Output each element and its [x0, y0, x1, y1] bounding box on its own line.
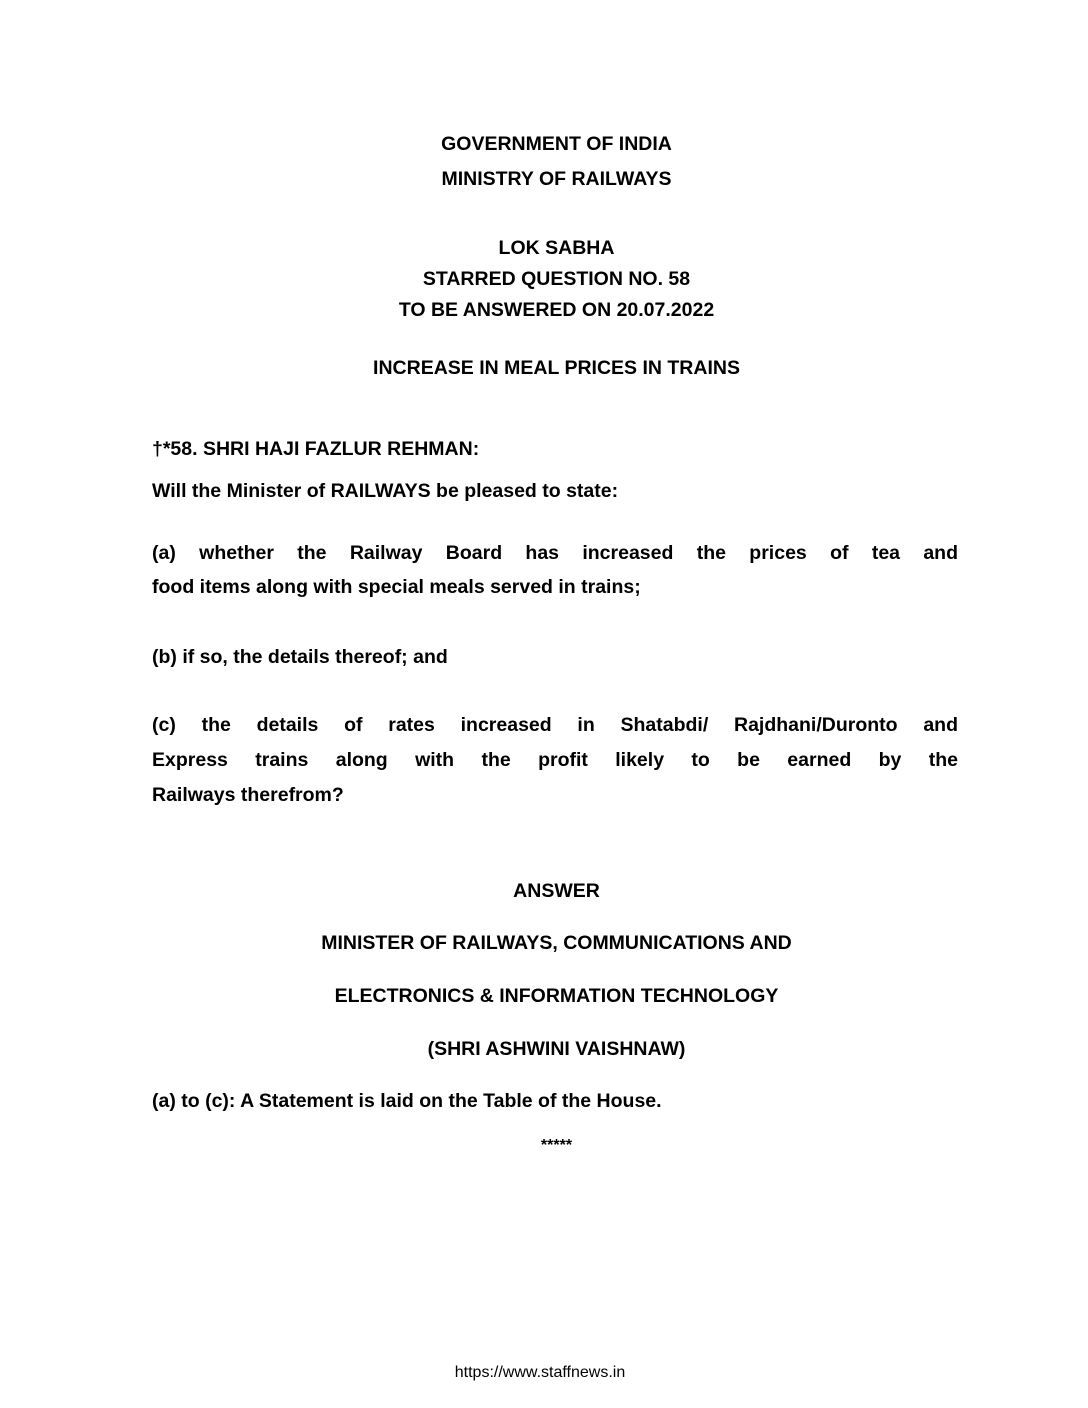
footer-url[interactable]: https://www.staffnews.in — [454, 1364, 626, 1381]
minister-title-line2: ELECTRONICS & INFORMATION TECHNOLOGY — [334, 985, 779, 1007]
ministry-heading: MINISTRY OF RAILWAYS — [441, 168, 672, 190]
question-b: (b) if so, the details thereof; and — [152, 646, 448, 668]
answer-date: TO BE ANSWERED ON 20.07.2022 — [398, 299, 715, 321]
question-number: STARRED QUESTION NO. 58 — [422, 268, 691, 290]
question-intro: Will the Minister of RAILWAYS be pleased to state: — [152, 480, 619, 502]
question-a-line2: food items along with special meals served in trains; — [152, 576, 641, 598]
end-mark: ***** — [540, 1137, 573, 1154]
question-asker: †*58. SHRI HAJI FAZLUR REHMAN: — [152, 438, 480, 460]
question-c-line3: Railways therefrom? — [152, 784, 344, 806]
question-c-line1: (c) the details of rates increased in Shatabdi/ Rajdhani/Duronto and — [152, 714, 958, 736]
answer-heading: ANSWER — [513, 880, 600, 902]
house-heading: LOK SABHA — [498, 237, 615, 259]
subject-title: INCREASE IN MEAL PRICES IN TRAINS — [373, 357, 740, 379]
minister-title-line1: MINISTER OF RAILWAYS, COMMUNICATIONS AND — [321, 932, 792, 954]
answer-text: (a) to (c): A Statement is laid on the Table of the House. — [152, 1090, 662, 1112]
question-a-line1: (a) whether the Railway Board has increased the prices of tea and — [152, 542, 958, 564]
govt-heading: GOVERNMENT OF INDIA — [441, 133, 672, 155]
minister-name: (SHRI ASHWINI VAISHNAW) — [427, 1038, 686, 1060]
question-c-line2: Express trains along with the profit likely to be earned by the — [152, 749, 958, 771]
